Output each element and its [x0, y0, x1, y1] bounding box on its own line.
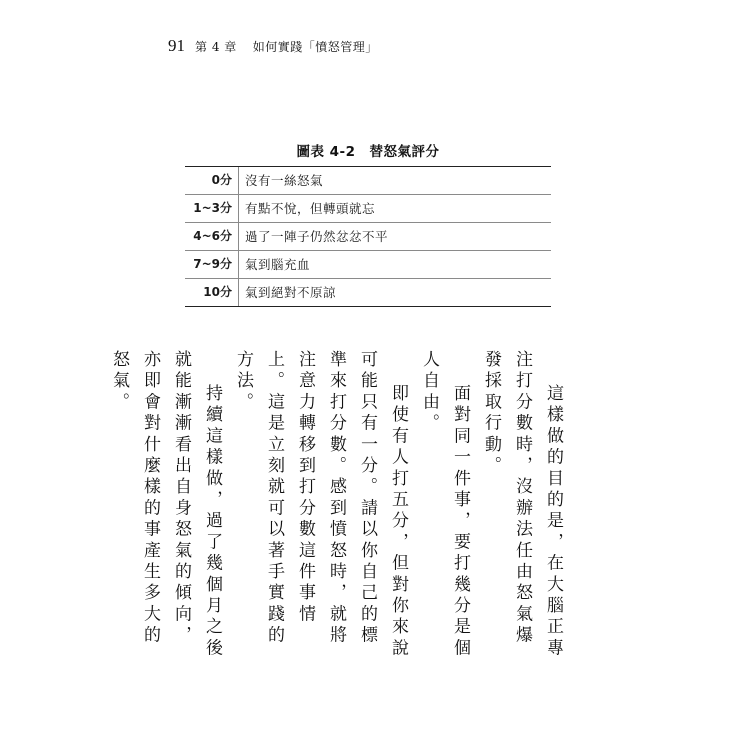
table-row — [185, 167, 551, 195]
table-row — [185, 195, 551, 223]
description-cell: 過了一陣子仍然忿忿不平 — [245, 229, 389, 244]
body-text — [103, 350, 568, 660]
score-cell: 4~6分 — [185, 223, 239, 250]
paragraph: 持續這樣做，過了幾個月之後就能漸漸看出自身怒氣的傾向，亦即會對什麼樣的事產生多大的怒氣。 — [109, 350, 222, 660]
score-cell: 7~9分 — [185, 251, 239, 278]
table-row — [185, 223, 551, 251]
description-cell: 氣到絕對不原諒 — [245, 285, 337, 300]
table-row — [185, 251, 551, 279]
running-head — [168, 36, 378, 58]
anger-score-table — [185, 166, 551, 307]
paragraph: 面對同一件事，要打幾分是個人自由。 — [419, 350, 470, 660]
page-number: 91 — [168, 36, 185, 55]
score-cell: 1~3分 — [185, 195, 239, 222]
description-cell: 氣到腦充血 — [245, 257, 311, 272]
table-row — [185, 279, 551, 306]
chapter-label: 第 4 章 — [195, 40, 237, 54]
description-cell: 沒有一絲怒氣 — [245, 173, 324, 188]
figure-caption: 圖表 4-2 替怒氣評分 — [296, 144, 440, 160]
score-cell: 10分 — [185, 279, 239, 306]
chapter-title: 如何實踐「憤怒管理」 — [252, 40, 378, 54]
paragraph: 這樣做的目的是，在大腦正專注打分數時，沒辦法任由怒氣爆發採取行動。 — [481, 350, 563, 660]
score-cell: 0分 — [185, 167, 239, 194]
paragraph: 即使有人打五分，但對你來說可能只有一分。請以你自己的標準來打分數。感到憤怒時，就將注意力轉移到打分數這件事情上。這是立刻就可以著手實踐的方法。 — [233, 350, 408, 660]
description-cell: 有點不悅，但轉頭就忘 — [245, 201, 376, 216]
